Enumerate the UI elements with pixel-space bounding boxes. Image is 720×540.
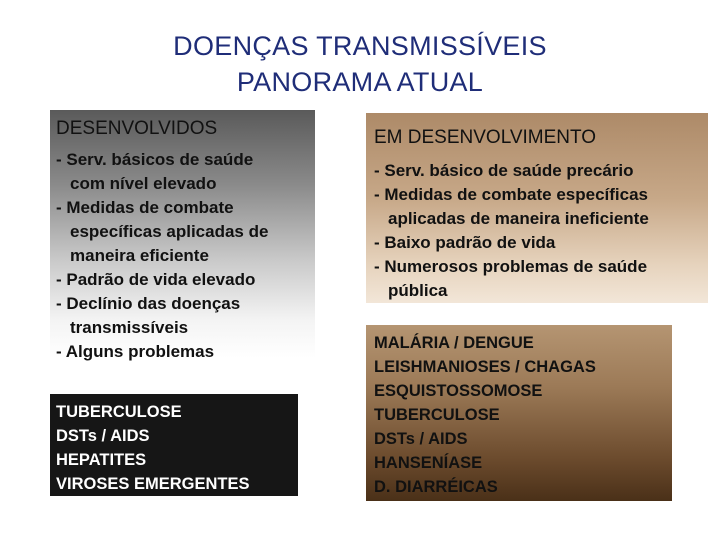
developed-heading: DESENVOLVIDOS [56,118,218,139]
disease-item: TUBERCULOSE [56,403,182,421]
list-item [374,255,702,303]
slide-title [0,28,720,100]
list-item-text: - Medidas de combate específicas [374,185,648,204]
list-item [56,268,309,292]
developed-countries-panel [50,110,315,361]
developing-heading: EM DESENVOLVIMENTO [374,127,597,148]
disease-item: ESQUISTOSSOMOSE [374,382,543,400]
list-item [374,183,702,231]
list-item [374,231,702,255]
list-item-text: - Serv. básico de saúde precário [374,161,634,180]
disease-item: MALÁRIA / DENGUE [374,334,534,352]
list-item [56,196,309,268]
developed-list [56,148,309,364]
developed-diseases-box [50,394,298,496]
disease-item: HANSENÍASE [374,454,483,472]
list-item-text: - Numerosos problemas de saúde [374,257,648,276]
list-item-text: - Medidas de combate [56,198,234,217]
disease-item: DSTs / AIDS [374,430,468,448]
list-item-continuation: pública [388,281,448,300]
list-item-continuation: específicas aplicadas de maneira eficiente [70,222,269,265]
list-item-text: - Declínio das doenças [56,294,241,313]
slide-title-line-1: DOENÇAS TRANSMISSÍVEIS [173,31,547,61]
list-item [56,292,309,340]
disease-item: TUBERCULOSE [374,406,500,424]
list-item-continuation: aplicadas de maneira ineficiente [388,209,649,228]
list-item-text: - Padrão de vida elevado [56,270,256,289]
list-item-text: - Baixo padrão de vida [374,233,556,252]
developing-diseases-box [366,325,672,501]
list-item-continuation: transmissíveis [70,318,189,337]
disease-item: VIROSES EMERGENTES [56,475,250,493]
disease-item: D. DIARRÉICAS [374,478,498,496]
disease-item: DSTs / AIDS [56,427,150,445]
list-item-text: - Alguns problemas [56,342,215,361]
slide-title-line-2: PANORAMA ATUAL [236,67,484,97]
list-item [56,340,309,364]
list-item [56,148,309,196]
developing-countries-panel [366,113,708,303]
disease-item: LEISHMANIOSES / CHAGAS [374,358,596,376]
list-item [374,159,702,183]
list-item-continuation: com nível elevado [70,174,217,193]
list-item-text: - Serv. básicos de saúde [56,150,254,169]
disease-item: HEPATITES [56,451,147,469]
developing-list [374,159,702,303]
